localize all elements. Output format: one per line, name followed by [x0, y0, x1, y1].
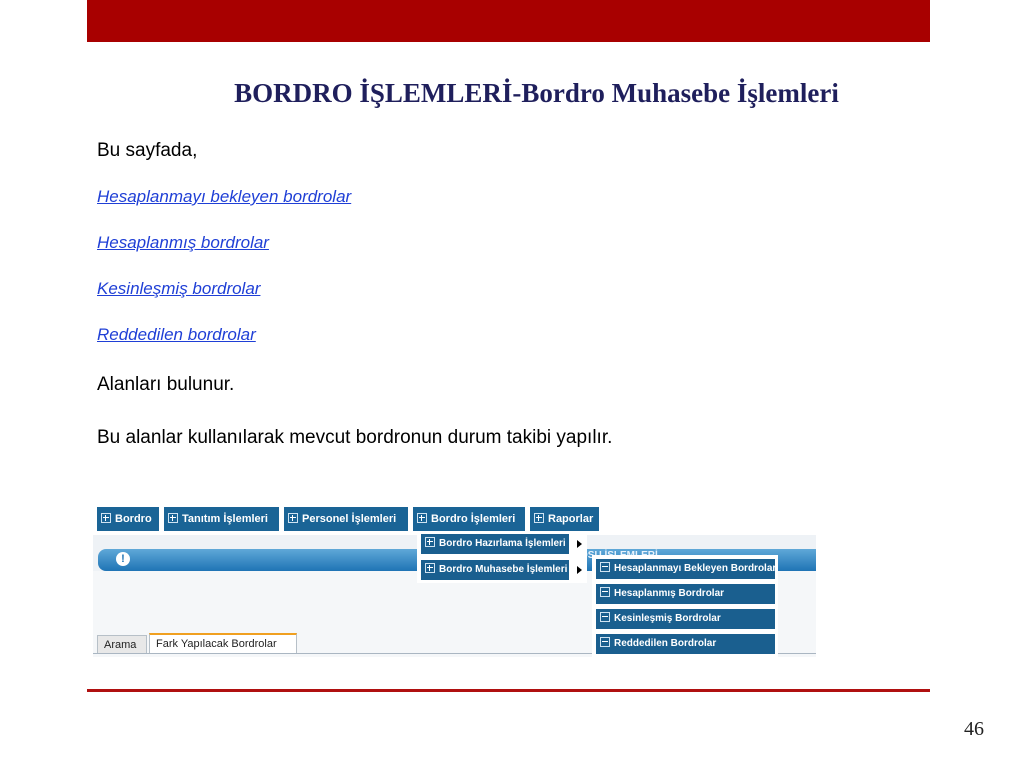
- submenu-payroll-accounting[interactable]: [421, 560, 569, 580]
- info-bar-text: OSU: [580, 550, 602, 561]
- link-awaiting-calculation[interactable]: Hesaplanmayı bekleyen bordrolar: [97, 187, 352, 206]
- menu-payroll-operations[interactable]: [413, 507, 525, 531]
- submenu-label: Hesaplanmayı Bekleyen Bordrolar: [614, 563, 777, 574]
- tab-search[interactable]: Arama: [97, 635, 147, 654]
- menu-bordro[interactable]: [97, 507, 159, 531]
- description-text: Bu alanlar kullanılarak mevcut bordronun durum takibi yapılır.: [97, 427, 613, 448]
- collapse-icon: [600, 587, 610, 597]
- submenu-label: Bordro Hazırlama İşlemleri: [439, 538, 566, 549]
- menu-definitions[interactable]: [164, 507, 279, 531]
- submenu-arrow-icon: [577, 540, 582, 548]
- expand-icon: [425, 563, 435, 573]
- expand-icon: [101, 513, 111, 523]
- link-calculated[interactable]: Hesaplanmış bordrolar: [97, 233, 269, 252]
- menu-reports[interactable]: [530, 507, 599, 531]
- collapse-icon: [600, 562, 610, 572]
- submenu-label: Kesinleşmiş Bordrolar: [614, 613, 721, 624]
- expand-icon: [417, 513, 427, 523]
- submenu-rejected[interactable]: [596, 634, 775, 654]
- menu-label: Tanıtım İşlemleri: [182, 513, 268, 525]
- menu-label: Raporlar: [548, 513, 594, 525]
- submenu-label: Bordro Muhasebe İşlemleri: [439, 564, 568, 575]
- menu-label: Bordro İşlemleri: [431, 513, 516, 525]
- submenu-calculated[interactable]: [596, 584, 775, 604]
- bottom-divider: [87, 689, 930, 692]
- subsubmenu-accounting: [592, 555, 778, 657]
- menu-personnel[interactable]: [284, 507, 408, 531]
- collapse-icon: [600, 612, 610, 622]
- tab-diff-payrolls[interactable]: Fark Yapılacak Bordrolar: [149, 633, 297, 654]
- menu-label: Personel İşlemleri: [302, 513, 397, 525]
- top-accent-bar: [87, 0, 930, 42]
- link-rejected[interactable]: Reddedilen bordrolar: [97, 325, 256, 344]
- app-screenshot: [93, 505, 816, 657]
- submenu-awaiting-calculation[interactable]: [596, 559, 775, 579]
- submenu-finalized[interactable]: [596, 609, 775, 629]
- fields-text: Alanları bulunur.: [97, 374, 235, 395]
- intro-text: Bu sayfada,: [97, 140, 198, 161]
- page-number: 46: [964, 718, 984, 740]
- submenu-arrow-icon: [577, 566, 582, 574]
- link-finalized[interactable]: Kesinleşmiş bordrolar: [97, 279, 261, 298]
- expand-icon: [534, 513, 544, 523]
- slide-title: BORDRO İŞLEMLERİ-Bordro Muhasebe İşlemleri: [234, 78, 839, 108]
- collapse-icon: [600, 637, 610, 647]
- info-icon: !: [116, 552, 130, 566]
- submenu-label: Reddedilen Bordrolar: [614, 638, 717, 649]
- expand-icon: [288, 513, 298, 523]
- expand-icon: [168, 513, 178, 523]
- submenu-payroll-preparation[interactable]: [421, 534, 569, 554]
- submenu-label: Hesaplanmış Bordrolar: [614, 588, 725, 599]
- menu-label: Bordro: [115, 513, 152, 525]
- submenu-payroll-operations: [417, 531, 587, 583]
- expand-icon: [425, 537, 435, 547]
